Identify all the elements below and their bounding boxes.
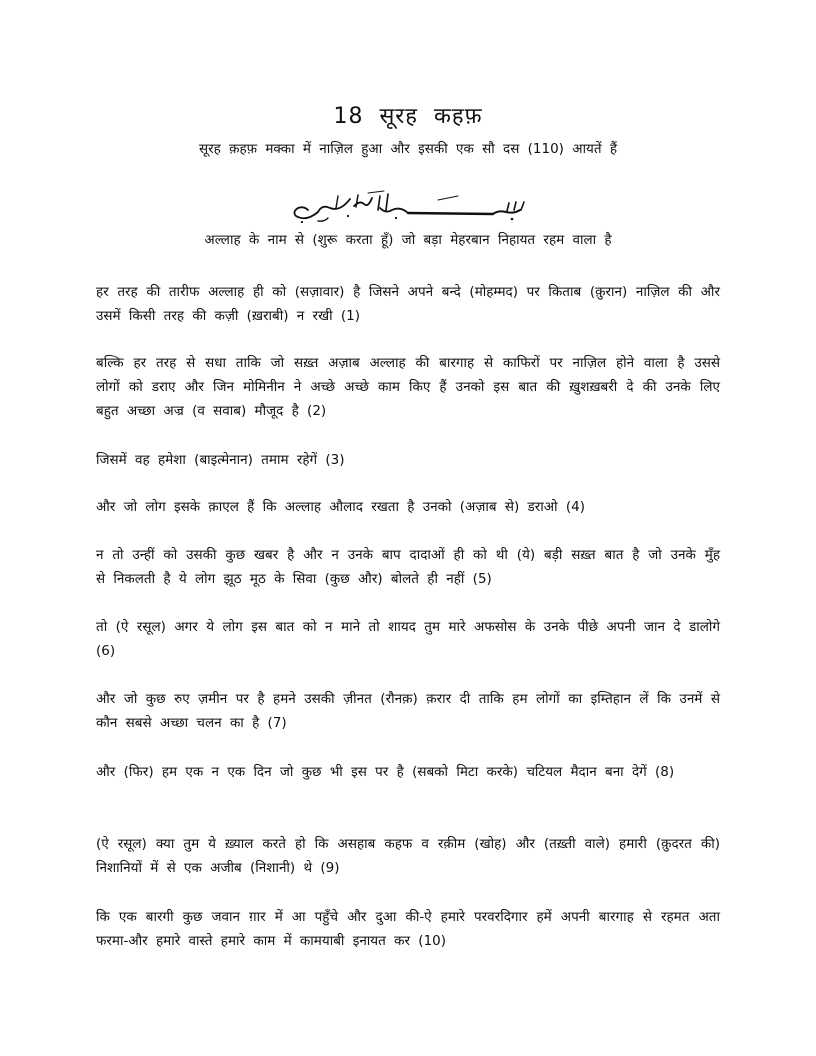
verse-8: और (फिर) हम एक न एक दिन जो कुछ भी इस पर है (सबको मिटा करके) चटियल मैदान बना देगें (8) bbox=[96, 764, 675, 780]
bismillah-calligraphy-image bbox=[288, 190, 528, 226]
surah-title: 18 सूरह कहफ़ bbox=[333, 104, 483, 129]
verse-7: और जो कुछ रुए ज़मीन पर है हमने उसकी ज़ीनत (रौनक़) क़रार दी ताकि हम लोगों का इम्तिहान लें कि उनमें से कौन सबसे अच्छा चलन का है (7) bbox=[96, 691, 720, 731]
verse-2: बल्कि हर तरह से सधा ताकि जो सख़्त अज़ाब अल्लाह की बारगाह से काफिरों पर नाज़िल होने वाला है उससे लोगों को डराए और जिन मोमिनीन ने अच्छे अच्छे काम किए हैं उनको इस बात की ख़ुशख़बरी दे की उनके लिए बहुत अच्छा अज्र (व सवाब) मौजूद है (2) bbox=[96, 355, 720, 419]
verse-5: न तो उन्हीं को उसकी कुछ खबर है और न उनके बाप दादाओं ही को थी (ये) बड़ी सख़्त बात है जो उनके मुँह से निकलती है ये लोग झूठ मूठ के सिवा (कुछ और) बोलते ही नहीं (5) bbox=[96, 547, 720, 587]
verse-1: हर तरह की तारीफ अल्लाह ही को (सज़ावार) है जिसने अपने बन्दे (मोहम्मद) पर किताब (क़ुरान) नाज़िल की और उसमें किसी तरह की कज़ी (ख़राबी) न रखी (1) bbox=[96, 284, 720, 324]
verse-4: और जो लोग इसके क़ाएल हैं कि अल्लाह औलाद रखता है उनको (अज़ाब से) डराओ (4) bbox=[96, 499, 586, 515]
verse-10: कि एक बारगी कुछ जवान ग़ार में आ पहुँचे और दुआ की-ऐ हमारे परवरदिगार हमें अपनी बारगाह से रहमत अता फरमा-और हमारे वास्ते हमारे काम में कामयाबी इनायत कर (10) bbox=[96, 909, 720, 949]
verse-3: जिसमें वह हमेशा (बाइत्मेनान) तमाम रहेगें (3) bbox=[96, 452, 345, 468]
bismillah-translation: अल्लाह के नाम से (शुरू करता हूँ) जो बड़ा मेहरबान निहायत रहम वाला है bbox=[204, 232, 612, 248]
verse-6: तो (ऐ रसूल) अगर ये लोग इस बात को न माने तो शायद तुम मारे अफसोस के उनके पीछे अपनी जान दे डालोगे (6) bbox=[96, 619, 720, 659]
verse-9: (ऐ रसूल) क्या तुम ये ख़्याल करते हो कि असहाब कहफ व रक़ीम (खोह) और (तख़्ती वाले) हमारी (क़ुदरत की) निशानियों में से एक अजीब (निशानी) थे (9) bbox=[96, 836, 720, 876]
surah-subtitle: सूरह क़हफ़ मक्का में नाज़िल हुआ और इसकी एक सौ दस (110) आयतें हैं bbox=[198, 141, 618, 157]
